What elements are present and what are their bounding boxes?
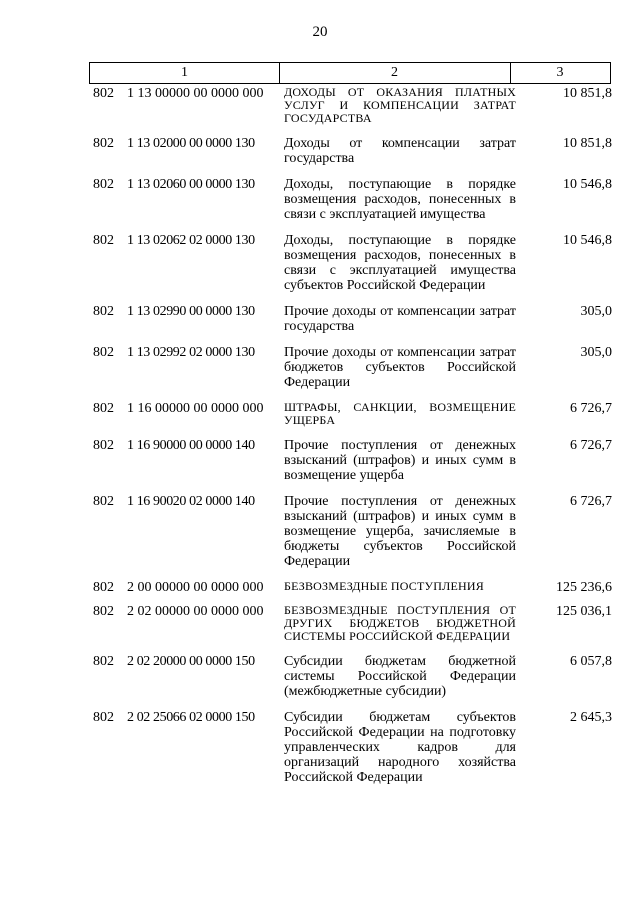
revenue-name: Доходы от компенсации затрат государства xyxy=(284,136,516,166)
amount: 10 546,8 xyxy=(563,233,612,248)
amount: 6 726,7 xyxy=(570,438,612,453)
revenue-name: Прочие доходы от компенсации затрат бюджетов субъектов Российской Федерации xyxy=(284,345,516,390)
budget-code: 1 16 90000 00 0000 140 xyxy=(127,438,255,453)
budget-code: 2 02 25066 02 0000 150 xyxy=(127,710,255,725)
header-col-1: 1 xyxy=(90,63,280,83)
revenue-name: Прочие доходы от компенсации затрат государства xyxy=(284,304,516,334)
admin-code: 802 xyxy=(93,401,114,416)
table-row xyxy=(0,580,640,593)
table-row xyxy=(0,345,640,390)
amount: 125 036,1 xyxy=(556,604,612,619)
budget-code: 1 13 02062 02 0000 130 xyxy=(127,233,255,248)
amount: 6 726,7 xyxy=(570,494,612,509)
revenue-name: Субсидии бюджетам субъектов Российской Федерации на подготовку управленческих кадров для организаций народного хозяйства Российской Федерации xyxy=(284,710,516,785)
amount: 10 546,8 xyxy=(563,177,612,192)
amount: 305,0 xyxy=(580,304,612,319)
page-number: 20 xyxy=(312,24,328,40)
admin-code: 802 xyxy=(93,86,114,101)
table-row xyxy=(0,494,640,569)
revenue-name: Доходы, поступающие в порядке возмещения расходов, понесенных в связи с эксплуатацией имущества субъектов Российской Федерации xyxy=(284,233,516,293)
admin-code: 802 xyxy=(93,654,114,669)
amount: 10 851,8 xyxy=(563,86,612,101)
admin-code: 802 xyxy=(93,345,114,360)
revenue-name: ДОХОДЫ ОТ ОКАЗАНИЯ ПЛАТНЫХ УСЛУГ И КОМПЕНСАЦИИ ЗАТРАТ ГОСУДАРСТВА xyxy=(284,85,516,125)
table-row xyxy=(0,136,640,166)
admin-code: 802 xyxy=(93,233,114,248)
table-row xyxy=(0,86,640,125)
admin-code: 802 xyxy=(93,494,114,509)
amount: 125 236,6 xyxy=(556,580,612,595)
table-row xyxy=(0,654,640,699)
revenue-name: БЕЗВОЗМЕЗДНЫЕ ПОСТУПЛЕНИЯ xyxy=(284,579,484,593)
header-col-3: 3 xyxy=(556,65,564,80)
revenue-name: Прочие поступления от денежных взысканий (штрафов) и иных сумм в возмещение ущерба xyxy=(284,438,516,483)
revenue-name: ШТРАФЫ, САНКЦИИ, ВОЗМЕЩЕНИЕ УЩЕРБА xyxy=(284,400,516,427)
amount: 6 726,7 xyxy=(570,401,612,416)
budget-code: 1 13 02992 02 0000 130 xyxy=(127,345,255,360)
table-header xyxy=(89,62,611,84)
budget-code: 1 16 90020 02 0000 140 xyxy=(127,494,255,509)
revenue-name: БЕЗВОЗМЕЗДНЫЕ ПОСТУПЛЕНИЯ ОТ ДРУГИХ БЮДЖЕТОВ БЮДЖЕТНОЙ СИСТЕМЫ РОССИЙСКОЙ ФЕДЕРАЦИИ xyxy=(284,603,516,643)
budget-code: 1 13 02990 00 0000 130 xyxy=(127,304,255,319)
admin-code: 802 xyxy=(93,304,114,319)
amount: 2 645,3 xyxy=(570,710,612,725)
table-row xyxy=(0,604,640,643)
table-row xyxy=(0,177,640,222)
header-col-2: 2 xyxy=(279,63,511,83)
admin-code: 802 xyxy=(93,710,114,725)
amount: 305,0 xyxy=(580,345,612,360)
budget-code: 1 16 00000 00 0000 000 xyxy=(127,401,264,416)
revenue-name: Прочие поступления от денежных взысканий (штрафов) и иных сумм в возмещение ущерба, зачисляемые в бюджеты субъектов Российской Федерации xyxy=(284,494,516,569)
table-row xyxy=(0,304,640,334)
budget-code: 2 00 00000 00 0000 000 xyxy=(127,580,264,595)
admin-code: 802 xyxy=(93,580,114,595)
table-row xyxy=(0,438,640,483)
admin-code: 802 xyxy=(93,177,114,192)
admin-code: 802 xyxy=(93,136,114,151)
budget-code: 1 13 00000 00 0000 000 xyxy=(127,86,264,101)
table-row xyxy=(0,401,640,427)
budget-code: 1 13 02060 00 0000 130 xyxy=(127,177,255,192)
table-body xyxy=(0,86,640,796)
amount: 6 057,8 xyxy=(570,654,612,669)
table-row xyxy=(0,233,640,293)
amount: 10 851,8 xyxy=(563,136,612,151)
budget-code: 2 02 20000 00 0000 150 xyxy=(127,654,255,669)
budget-code: 2 02 00000 00 0000 000 xyxy=(127,604,264,619)
admin-code: 802 xyxy=(93,604,114,619)
table-row xyxy=(0,710,640,785)
budget-code: 1 13 02000 00 0000 130 xyxy=(127,136,255,151)
revenue-name: Субсидии бюджетам бюджетной системы Российской Федерации (межбюджетные субсидии) xyxy=(284,654,516,699)
revenue-name: Доходы, поступающие в порядке возмещения расходов, понесенных в связи с эксплуатацией имущества xyxy=(284,177,516,222)
admin-code: 802 xyxy=(93,438,114,453)
